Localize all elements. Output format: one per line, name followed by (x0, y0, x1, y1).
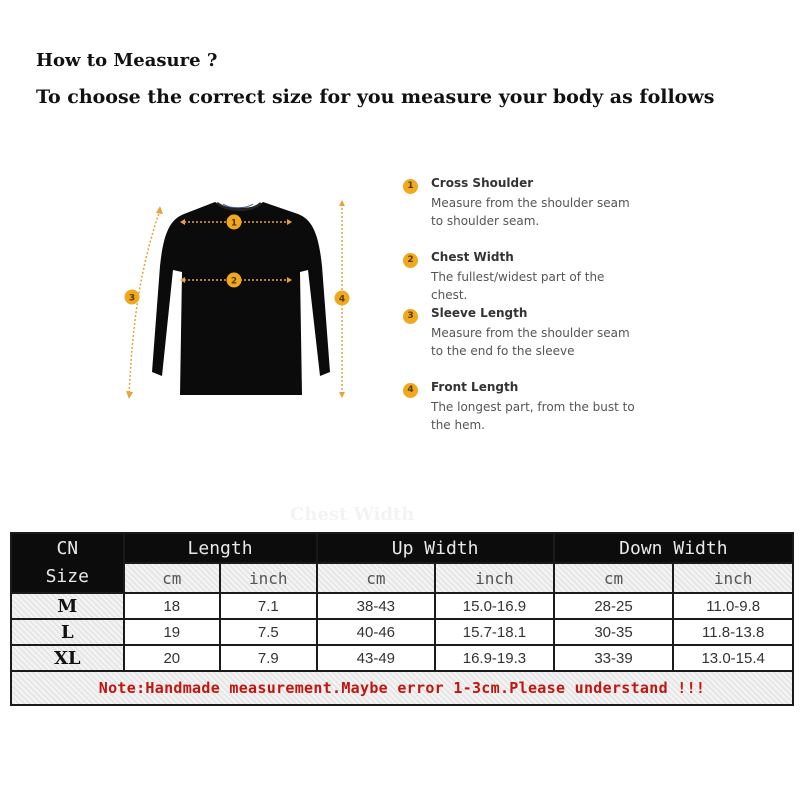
arrowhead (156, 206, 163, 214)
page-title: How to Measure ? (36, 50, 218, 71)
table-note-row (11, 671, 793, 705)
value-cell: 7.1 (220, 593, 316, 619)
marker-4-label: 4 (338, 294, 346, 305)
size-chart-table (10, 532, 794, 706)
value-cell: 7.5 (220, 619, 316, 645)
legend-title: Chest Width (431, 250, 514, 264)
legend-title: Cross Shoulder (431, 176, 534, 190)
value-cell: 19 (124, 619, 220, 645)
table-row (11, 619, 793, 645)
measurement-note: Note:Handmade measurement.Maybe error 1-3cm.Please understand !!! (11, 671, 793, 705)
arrowhead (126, 391, 133, 399)
page-subtitle: To choose the correct size for you measure your body as follows (36, 86, 715, 108)
legend-title: Front Length (431, 380, 519, 394)
value-cell: 28-25 (554, 593, 674, 619)
legend-number: 4 (403, 383, 418, 398)
legend-title: Sleeve Length (431, 306, 528, 320)
marker-2-label: 2 (230, 276, 238, 287)
value-cell: 30-35 (554, 619, 674, 645)
table-header-row (11, 533, 793, 563)
marker-3-label: 3 (128, 293, 136, 304)
unit-header-cell: cm (317, 563, 436, 593)
unit-header-cell: cm (554, 563, 674, 593)
group-header-length: Length (124, 533, 317, 563)
value-cell: 40-46 (317, 619, 436, 645)
legend-number: 3 (403, 309, 418, 324)
size-label-cell: XL (11, 645, 124, 671)
size-label-cell: M (11, 593, 124, 619)
size-label-cell: L (11, 619, 124, 645)
arrowhead (339, 392, 345, 398)
value-cell: 13.0-15.4 (673, 645, 793, 671)
legend-description: Measure from the shoulder seam to the end fo the sleeve (431, 326, 630, 358)
shirt-svg (118, 190, 368, 410)
value-cell: 33-39 (554, 645, 674, 671)
value-cell: 7.9 (220, 645, 316, 671)
legend-description: The fullest/widest part of the chest. (431, 270, 605, 302)
marker-1-label: 1 (230, 218, 238, 229)
group-header-down-width: Down Width (554, 533, 793, 563)
corner-header-cell (11, 533, 124, 593)
value-cell: 18 (124, 593, 220, 619)
unit-header-cell: inch (673, 563, 793, 593)
shirt-shape (152, 202, 330, 395)
legend-number: 2 (403, 253, 418, 268)
arrowhead (339, 200, 345, 206)
unit-header-cell: inch (220, 563, 316, 593)
value-cell: 11.0-9.8 (673, 593, 793, 619)
value-cell: 16.9-19.3 (435, 645, 554, 671)
legend-number: 1 (403, 179, 418, 194)
value-cell: 15.7-18.1 (435, 619, 554, 645)
legend-description: The longest part, from the bust to the hem. (431, 400, 635, 432)
table-row (11, 645, 793, 671)
value-cell: 20 (124, 645, 220, 671)
value-cell: 38-43 (317, 593, 436, 619)
table-row (11, 593, 793, 619)
table-unit-row (11, 563, 793, 593)
group-header-up-width: Up Width (317, 533, 554, 563)
unit-header-cell: inch (435, 563, 554, 593)
faded-section-title: Chest Width (290, 504, 415, 525)
corner-line-1: CN (56, 538, 79, 559)
unit-header-cell: cm (124, 563, 220, 593)
legend-description: Measure from the shoulder seam to shoulder seam. (431, 196, 630, 228)
shirt-illustration (118, 190, 368, 410)
value-cell: 15.0-16.9 (435, 593, 554, 619)
value-cell: 11.8-13.8 (673, 619, 793, 645)
value-cell: 43-49 (317, 645, 436, 671)
corner-line-2: Size (45, 566, 89, 587)
